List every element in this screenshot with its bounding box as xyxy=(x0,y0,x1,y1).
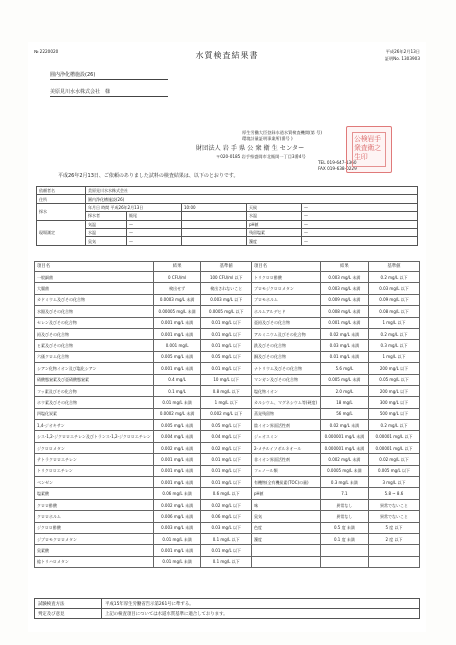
item-result: 5.6 mg/L xyxy=(320,363,368,374)
item-name: ブロモジクロロメタン xyxy=(251,283,320,294)
certificate-number: 証明No. 1303903 xyxy=(384,56,420,61)
item-result: 7.1 xyxy=(320,488,368,499)
item-result: 0.001 mg/L 未満 xyxy=(153,363,201,374)
item-name: トリクロロ酢酸 xyxy=(251,272,320,283)
item-standard: 0.8 mg/L 以下 xyxy=(201,385,252,396)
item-standard: 0.01 mg/L 以下 xyxy=(201,465,252,476)
item-standard: 0.01 mg/L 以下 xyxy=(201,340,252,351)
item-name: 塩化物イオン xyxy=(251,385,320,396)
item-standard: 0.01 mg/L 以下 xyxy=(201,317,252,328)
item-standard: 0.1 mg/L 以下 xyxy=(201,556,252,567)
table-row xyxy=(35,351,420,362)
item-name: フッ素及びその化合物 xyxy=(35,385,154,396)
item-standard: 検出されないこと xyxy=(201,283,252,294)
table-row xyxy=(35,442,420,453)
item-standard xyxy=(368,545,419,556)
item-result xyxy=(320,556,368,567)
item-result: 0.002 mg/L 未満 xyxy=(320,454,368,465)
item-standard: 0.01 mg/L 以下 xyxy=(201,454,252,465)
item-standard: 0.005 mg/L 以下 xyxy=(368,465,419,476)
item-standard xyxy=(368,556,419,567)
item-name: 色度 xyxy=(251,522,320,533)
header-item: 項目名 xyxy=(35,262,154,272)
item-name: 亜鉛及びその化合物 xyxy=(251,317,320,328)
item-standard: 5 度 以下 xyxy=(368,522,419,533)
seal-text: 公検岩手衆査衛之生印 xyxy=(354,135,381,161)
table-row xyxy=(35,556,420,567)
item-standard: 0.01 mg/L 以下 xyxy=(201,477,252,488)
item-name: 銅及びその化合物 xyxy=(251,351,320,362)
table-row xyxy=(35,385,420,396)
table-row xyxy=(35,431,420,442)
item-result: 0.01 mg/L 未満 xyxy=(153,556,201,567)
issuer-tel: TEL 019-647-1360 xyxy=(318,160,357,165)
results-table xyxy=(34,261,420,568)
opinion-label: 判定及び意見 xyxy=(35,609,102,619)
item-result: 0.1 度 未満 xyxy=(320,533,368,544)
item-result: 0.002 mg/L 未満 xyxy=(153,499,201,510)
item-standard: 0.06 mg/L 以下 xyxy=(201,511,252,522)
item-name: カルシウム、マグネシウム等(硬度) xyxy=(251,397,320,408)
item-standard: 0.04 mg/L 以下 xyxy=(201,431,252,442)
item-standard: 1 mg/L 以下 xyxy=(201,397,252,408)
item-name: 一般細菌 xyxy=(35,272,154,283)
item-result: 18 mg/L xyxy=(320,397,368,408)
report-sheet xyxy=(28,42,426,632)
item-name: 塩素酸 xyxy=(35,488,154,499)
method-label: 試験検査方法 xyxy=(35,599,102,609)
item-standard: 0.1 mg/L 以下 xyxy=(201,533,252,544)
issuer-certification: 環境計量証明事業所(番号 ) xyxy=(242,136,293,141)
item-name: トリクロロエチレン xyxy=(35,465,154,476)
item-standard: 異常でないこと xyxy=(368,511,419,522)
person-label: 採水者 xyxy=(86,212,127,220)
item-name: ベンゼン xyxy=(35,477,154,488)
item-standard: 0.05 mg/L 以下 xyxy=(201,420,252,431)
item-name: マンガン及びその化合物 xyxy=(251,374,320,385)
item-result: 0.009 mg/L 未満 xyxy=(320,294,368,305)
item-name: 鉛及びその化合物 xyxy=(35,328,154,339)
item-name: テトラクロロエチレン xyxy=(35,454,154,465)
item-name: 四塩化炭素 xyxy=(35,408,154,419)
item-result: 0.005 mg/L 未満 xyxy=(153,420,201,431)
table-row xyxy=(35,499,420,510)
item-name: 味 xyxy=(251,499,320,510)
item-name: 蒸発残留物 xyxy=(251,408,320,419)
sample-info-table xyxy=(36,186,418,246)
item-result: 0.02 mg/L 未満 xyxy=(320,328,368,339)
item-name: 大腸菌 xyxy=(35,283,154,294)
item-standard: 0.01 mg/L 以下 xyxy=(201,328,252,339)
item-standard: 0.2 mg/L 以下 xyxy=(368,328,419,339)
item-name: pH値 xyxy=(251,488,320,499)
item-name: セレン及びその化合物 xyxy=(35,317,154,328)
item-result: 0.001 mg/L 未満 xyxy=(153,328,201,339)
sample-time: 10:00 xyxy=(182,203,247,211)
item-result: 0.5 度 未満 xyxy=(320,522,368,533)
table-row xyxy=(35,408,420,419)
header-standard: 基準値 xyxy=(201,262,252,272)
item-result: 0.02 mg/L 未満 xyxy=(320,420,368,431)
table-row xyxy=(35,317,420,328)
field-item-d: — xyxy=(302,220,418,228)
item-standard: 0.2 mg/L 以下 xyxy=(368,272,419,283)
item-result: 0.0003 mg/L 未満 xyxy=(153,294,201,305)
table-row xyxy=(35,511,420,522)
recipient-line-2: 美原見川水水株式会社 様 xyxy=(50,89,111,95)
item-standard: 200 mg/L 以下 xyxy=(368,363,419,374)
issuer-fax: FAX 019-638-0229 xyxy=(318,166,357,171)
item-standard: 0.09 mg/L 以下 xyxy=(368,294,419,305)
item-standard: 0.03 mg/L 以下 xyxy=(201,522,252,533)
table-row xyxy=(35,283,420,294)
item-result: 0.003 mg/L 未満 xyxy=(320,272,368,283)
item-standard: 5.8 ~ 8.6 xyxy=(368,488,419,499)
item-standard: 0.03 mg/L 以下 xyxy=(368,283,419,294)
item-name: ホウ素及びその化合物 xyxy=(35,397,154,408)
item-standard: 0.08 mg/L 以下 xyxy=(368,306,419,317)
issuer-organization: 財団法人 岩 手 県 公 衆 衛 生 センター xyxy=(196,145,305,152)
field-label: 現場測定 xyxy=(37,220,86,245)
client-label: 依頼者名 xyxy=(37,187,86,195)
table-row xyxy=(35,488,420,499)
item-name: 濁度 xyxy=(251,533,320,544)
item-result: 0.06 mg/L 未満 xyxy=(153,488,201,499)
item-name: 臭気 xyxy=(251,511,320,522)
person-value: 飯尾 xyxy=(127,212,182,220)
item-name: ヒ素及びその化合物 xyxy=(35,340,154,351)
item-name xyxy=(251,556,320,567)
field-item-b: — xyxy=(127,220,182,228)
method-value: 平成15年厚生労働省告示第261号に準ずる。 xyxy=(102,599,420,609)
footer-table xyxy=(34,598,420,619)
item-result: 0.001 mg/L 未満 xyxy=(153,545,201,556)
item-standard: 0.02 mg/L 以下 xyxy=(201,499,252,510)
item-standard: 異常でないこと xyxy=(368,499,419,510)
issuer-address: 〒020-0185 岩手県盛岡市北飯岡一丁目3番4号 xyxy=(216,154,306,159)
item-result: 2.0 mg/L xyxy=(320,385,368,396)
table-row xyxy=(35,306,420,317)
table-row xyxy=(35,545,420,556)
item-result: 0.000001 mg/L 未満 xyxy=(320,442,368,453)
item-name: クロロ酢酸 xyxy=(35,499,154,510)
item-standard: 0.02 mg/L 以下 xyxy=(368,454,419,465)
item-standard: 0.6 mg/L 以下 xyxy=(201,488,252,499)
item-result: 0.01 mg/L 未満 xyxy=(320,351,368,362)
table-row xyxy=(35,522,420,533)
item-result: 0.008 mg/L 未満 xyxy=(320,306,368,317)
table-row xyxy=(35,465,420,476)
issuer-registration: 厚生労働大臣登録水道水質検査機関(第 号) xyxy=(242,130,322,135)
item-standard: 100 CFU/ml 以下 xyxy=(201,272,252,283)
item-result: 0.002 mg/L 未満 xyxy=(153,442,201,453)
item-result: 0.003 mg/L 未満 xyxy=(153,522,201,533)
temp-label: 水温 xyxy=(247,212,302,220)
weather-label: 天候 xyxy=(247,203,302,211)
item-name: 水銀及びその化合物 xyxy=(35,306,154,317)
field-item-d: — xyxy=(302,228,418,236)
item-name: 有機物(全有機炭素(TOC)の量) xyxy=(251,477,320,488)
item-result: 0.003 mg/L 未満 xyxy=(320,283,368,294)
item-standard: 500 mg/L 以下 xyxy=(368,408,419,419)
field-item-a: 気温 xyxy=(86,220,127,228)
item-result: 0.000001 mg/L 未満 xyxy=(320,431,368,442)
item-name: 2-メチルイソボルネオール xyxy=(251,442,320,453)
item-result: 0.001 mg/L 未満 xyxy=(153,465,201,476)
official-seal-stamp xyxy=(346,126,392,173)
item-name: ジクロロメタン xyxy=(35,442,154,453)
item-standard: 2 度 以下 xyxy=(368,533,419,544)
item-standard: 10 mg/L 以下 xyxy=(201,374,252,385)
table-row xyxy=(35,533,420,544)
item-name: アルミニウム及びその化合物 xyxy=(251,328,320,339)
field-item-c: 残留塩素 xyxy=(247,228,302,236)
item-result: 0.001 mg/L 未満 xyxy=(153,477,201,488)
item-name: ナトリウム及びその化合物 xyxy=(251,363,320,374)
item-standard: 3 mg/L 以下 xyxy=(368,477,419,488)
item-name: ジブロモクロロメタン xyxy=(35,533,154,544)
item-name: カドミウム及びその化合物 xyxy=(35,294,154,305)
field-item-d: — xyxy=(302,237,418,245)
item-name: フェノール類 xyxy=(251,465,320,476)
item-result: 0.001 mg/L 未満 xyxy=(153,454,201,465)
item-name: ジェオスミン xyxy=(251,431,320,442)
table-row xyxy=(35,420,420,431)
item-result: 0.001 mg/L 未満 xyxy=(153,317,201,328)
item-name: 1,4-ジオキサン xyxy=(35,420,154,431)
item-standard: 0.00001 mg/L 以下 xyxy=(368,431,419,442)
item-standard: 0.01 mg/L 以下 xyxy=(201,363,252,374)
field-item-a: 臭気 xyxy=(86,237,127,245)
item-name: 総トリハロメタン xyxy=(35,556,154,567)
item-standard: 0.02 mg/L 以下 xyxy=(201,442,252,453)
item-name: シス-1,2-ジクロロエチレン及びトランス-1,2-ジクロロエチレン xyxy=(35,431,154,442)
intro-sentence: 平成26年2月13日、ご依頼のありました試料の検査結果は、以下のとおりです。 xyxy=(58,173,239,179)
table-row xyxy=(35,397,420,408)
item-name: シアン化物イオン及び塩化シアン xyxy=(35,363,154,374)
field-item-b: — xyxy=(127,228,182,236)
item-result: 異常なし xyxy=(320,511,368,522)
item-result: 0.00005 mg/L 未満 xyxy=(153,306,201,317)
table-row xyxy=(35,328,420,339)
item-standard: 0.003 mg/L 以下 xyxy=(201,294,252,305)
item-result: 0.03 mg/L 未満 xyxy=(320,340,368,351)
item-standard: 200 mg/L 以下 xyxy=(368,385,419,396)
item-standard: 0.0005 mg/L 以下 xyxy=(201,306,252,317)
field-item-c: 濁度 xyxy=(247,237,302,245)
opinion-value: 上記の検査項目については水道水質基準に適合しております。 xyxy=(102,609,420,619)
document-number: № 2220020 xyxy=(34,49,59,54)
field-item-a: 水温 xyxy=(86,228,127,236)
item-result: 0.001 mg/L xyxy=(153,340,201,351)
table-row xyxy=(35,477,420,488)
sample-label: 採水 xyxy=(37,203,86,220)
page-title: 水質検査結果書 xyxy=(195,51,259,60)
item-standard: 0.3 mg/L 以下 xyxy=(368,340,419,351)
item-result: 0.006 mg/L 未満 xyxy=(153,511,201,522)
item-standard: 0.05 mg/L 以下 xyxy=(368,374,419,385)
location-value: 圓内浄化槽施設(26) xyxy=(86,195,418,203)
item-standard: 0.002 mg/L 以下 xyxy=(201,408,252,419)
item-name xyxy=(251,545,320,556)
issue-date: 平成26年2月13日 xyxy=(385,49,420,54)
client-value: 美原見川水水株式会社 xyxy=(86,187,418,195)
item-result: 56 mg/L xyxy=(320,408,368,419)
item-result: 0.01 mg/L 未満 xyxy=(153,397,201,408)
item-result: 0.001 mg/L 未満 xyxy=(320,317,368,328)
item-result: 0.01 mg/L 未満 xyxy=(153,533,201,544)
item-result: 0 CFU/ml xyxy=(153,272,201,283)
item-name: 非イオン界面活性剤 xyxy=(251,454,320,465)
temp-value: — xyxy=(302,212,418,220)
weather-value: — xyxy=(302,203,418,211)
item-result: 0.005 mg/L 未満 xyxy=(153,351,201,362)
table-row xyxy=(35,454,420,465)
item-result: 0.3 mg/L 未満 xyxy=(320,477,368,488)
header-standard: 基準値 xyxy=(368,262,419,272)
field-item-b: — xyxy=(127,237,182,245)
table-row xyxy=(35,294,420,305)
item-result: 0.005 mg/L 未満 xyxy=(320,374,368,385)
item-name: クロロホルム xyxy=(35,511,154,522)
item-name: 六価クロム化合物 xyxy=(35,351,154,362)
item-result xyxy=(320,545,368,556)
item-name: ブロモホルム xyxy=(251,294,320,305)
table-row xyxy=(35,374,420,385)
table-row xyxy=(35,272,420,283)
item-name: ジクロロ酢酸 xyxy=(35,522,154,533)
item-result: 検出せず xyxy=(153,283,201,294)
field-item-c: pH値 xyxy=(247,220,302,228)
recipient-line-1: 圓内浄化槽施設(26) xyxy=(50,72,96,78)
item-result: 0.1 mg/L xyxy=(153,385,201,396)
location-label: 住所 xyxy=(37,195,86,203)
table-row xyxy=(35,340,420,351)
header-item: 項目名 xyxy=(251,262,320,272)
item-name: 鉄及びその化合物 xyxy=(251,340,320,351)
item-result: 0.004 mg/L 未満 xyxy=(153,431,201,442)
item-name: 陰イオン界面活性剤 xyxy=(251,420,320,431)
header-result: 結果 xyxy=(320,262,368,272)
item-name: ホルムアルデヒド xyxy=(251,306,320,317)
item-standard: 0.05 mg/L 以下 xyxy=(201,351,252,362)
item-standard: 300 mg/L 以下 xyxy=(368,397,419,408)
item-result: 0.0005 mg/L 未満 xyxy=(320,465,368,476)
item-result: 異常なし xyxy=(320,499,368,510)
item-result: 0.4 mg/L xyxy=(153,374,201,385)
item-standard: 0.2 mg/L 以下 xyxy=(368,420,419,431)
item-standard: 1 mg/L 以下 xyxy=(368,351,419,362)
table-row xyxy=(35,363,420,374)
item-name: 硝酸態窒素及び亜硝酸態窒素 xyxy=(35,374,154,385)
item-standard: 0.01 mg/L 以下 xyxy=(201,545,252,556)
item-result: 0.0002 mg/L 未満 xyxy=(153,408,201,419)
sample-date: 年月日 時間 平成26年2月13日 xyxy=(86,203,182,211)
item-name: 臭素酸 xyxy=(35,545,154,556)
item-standard: 1 mg/L 以下 xyxy=(368,317,419,328)
item-standard: 0.00001 mg/L 以下 xyxy=(368,442,419,453)
header-result: 結果 xyxy=(153,262,201,272)
